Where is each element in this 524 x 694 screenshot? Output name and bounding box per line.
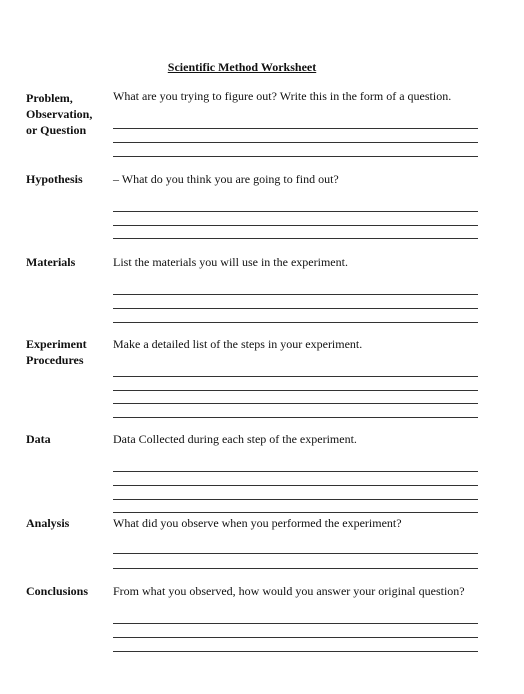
section-prompt: What are you trying to figure out? Write this in the form of a question. [113, 89, 452, 103]
answer-line[interactable] [113, 471, 478, 472]
answer-line[interactable] [113, 308, 478, 309]
answer-line[interactable] [113, 637, 478, 638]
label-line: Experiment [26, 337, 87, 351]
label-line: Data [26, 432, 51, 446]
label-line: Problem, [26, 91, 73, 105]
answer-line[interactable] [113, 499, 478, 500]
answer-line[interactable] [113, 403, 478, 404]
answer-line[interactable] [113, 142, 478, 143]
section-label [26, 90, 110, 138]
label-line: Hypothesis [26, 172, 83, 186]
label-line: Procedures [26, 353, 84, 367]
answer-line[interactable] [113, 568, 478, 569]
section-prompt: From what you observed, how would you answer your original question? [113, 584, 465, 598]
section-label [26, 254, 110, 270]
label-line: or Question [26, 123, 87, 137]
section-label [26, 583, 110, 599]
section-label [26, 171, 110, 187]
answer-line[interactable] [113, 651, 478, 652]
answer-line[interactable] [113, 322, 478, 323]
section-label [26, 515, 110, 531]
label-line: Conclusions [26, 584, 89, 598]
answer-line[interactable] [113, 225, 478, 226]
answer-line[interactable] [113, 211, 478, 212]
label-line: Materials [26, 255, 76, 269]
section-prompt: What did you observe when you performed the experiment? [113, 516, 402, 530]
answer-line[interactable] [113, 553, 478, 554]
section-prompt: Make a detailed list of the steps in your experiment. [113, 337, 363, 351]
label-line: Analysis [26, 516, 70, 530]
label-line: Observation, [26, 107, 93, 121]
answer-line[interactable] [113, 376, 478, 377]
answer-line[interactable] [113, 417, 478, 418]
answer-line[interactable] [113, 623, 478, 624]
answer-line[interactable] [113, 294, 478, 295]
answer-line[interactable] [113, 238, 478, 239]
answer-line[interactable] [113, 390, 478, 391]
answer-line[interactable] [113, 512, 478, 513]
worksheet-title: Scientific Method Worksheet [167, 60, 317, 74]
section-label [26, 431, 110, 447]
answer-line[interactable] [113, 156, 478, 157]
answer-line[interactable] [113, 485, 478, 486]
section-prompt: Data Collected during each step of the experiment. [113, 432, 357, 446]
section-prompt: List the materials you will use in the experiment. [113, 255, 348, 269]
section-prompt: – What do you think you are going to find out? [113, 172, 339, 186]
answer-line[interactable] [113, 128, 478, 129]
section-label [26, 336, 110, 368]
